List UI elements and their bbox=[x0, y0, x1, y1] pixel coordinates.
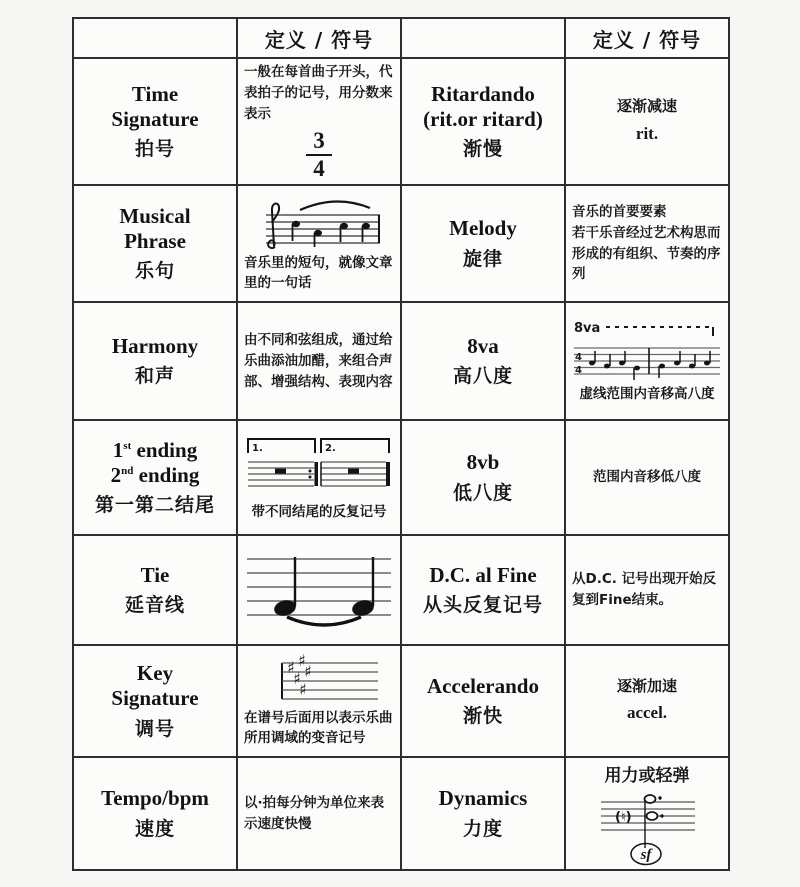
term-en-line: Harmony bbox=[111, 333, 199, 358]
term-cell-harmony bbox=[73, 302, 237, 420]
sharp-icon: ♯ bbox=[298, 653, 306, 670]
definition-text: 由不同和弦组成，通过给乐曲添油加醋，来组合声部、增强结构、表现内容 bbox=[244, 331, 393, 390]
term-zh: 拍号 bbox=[134, 138, 175, 161]
row-time-signature-ritardando bbox=[73, 58, 729, 185]
def-cell-endings bbox=[237, 420, 401, 535]
term-zh: 延音线 bbox=[124, 594, 185, 617]
time-signature-fraction bbox=[306, 129, 332, 181]
term-en-line: 1st ending bbox=[112, 437, 198, 462]
term-cell-key-signature bbox=[73, 645, 237, 757]
term-zh: 高八度 bbox=[452, 365, 513, 388]
term-en-line: Musical bbox=[119, 203, 191, 228]
def-cell-accelerando bbox=[565, 645, 729, 757]
fraction-numerator: 3 bbox=[306, 129, 332, 156]
row-endings-8vb bbox=[73, 420, 729, 535]
def-cell-time-signature bbox=[237, 58, 401, 185]
definition-text: 从D.C. 记号出现开始反复到Fine结束。 bbox=[572, 571, 717, 609]
term-en-line: Accelerando bbox=[427, 673, 539, 698]
term-cell-dc-al-fine bbox=[401, 535, 565, 645]
header-row bbox=[73, 18, 729, 58]
header-empty-left bbox=[73, 18, 237, 58]
def-cell-musical-phrase bbox=[237, 185, 401, 302]
fraction-denominator: 4 bbox=[313, 155, 325, 181]
sharp-icon: ♯ bbox=[293, 668, 301, 688]
music-terms-table bbox=[72, 17, 730, 871]
term-zh: 力度 bbox=[462, 817, 503, 840]
natural-sign-icon: (♮) bbox=[615, 810, 632, 826]
8va-label: 8va bbox=[574, 320, 601, 336]
meter-bottom: 4 bbox=[575, 364, 582, 376]
notation-caption: 音乐里的短句，就像文章里的一句话 bbox=[244, 255, 393, 292]
volta-endings-notation-image bbox=[244, 432, 394, 500]
definition-line: 逐渐加速 bbox=[616, 676, 677, 695]
definition-line: 音乐的首要要素 bbox=[572, 203, 667, 220]
dynamics-caption: 用力或轻弹 bbox=[604, 766, 690, 787]
term-zh: 渐慢 bbox=[462, 138, 503, 161]
term-cell-accelerando bbox=[401, 645, 565, 757]
notation-caption: 在谱号后面用以表示乐曲所用调域的变音记号 bbox=[244, 709, 393, 746]
term-cell-tie bbox=[73, 535, 237, 645]
def-cell-melody bbox=[565, 185, 729, 302]
term-en-line: 8va bbox=[467, 333, 499, 358]
def-cell-8va bbox=[565, 302, 729, 420]
def-cell-tie bbox=[237, 535, 401, 645]
def-cell-harmony bbox=[237, 302, 401, 420]
header-definition-right: 定义 / 符号 bbox=[565, 18, 729, 58]
def-cell-dynamics bbox=[565, 757, 729, 870]
term-en-line: (rit.or ritard) bbox=[423, 106, 543, 131]
definition-text: 范围内音移低八度 bbox=[593, 469, 701, 486]
term-zh: 渐快 bbox=[462, 705, 503, 728]
treble-clef-icon bbox=[268, 204, 279, 249]
term-en-line: 2nd ending bbox=[110, 462, 200, 487]
row-harmony-8va bbox=[73, 302, 729, 420]
phrase-slur-notation-image bbox=[252, 193, 386, 251]
term-en-line: Time bbox=[131, 81, 179, 106]
term-en-line: Dynamics bbox=[438, 786, 528, 811]
term-zh: 旋律 bbox=[462, 247, 503, 270]
definition-text: 以·拍每分钟为单位来表示速度快慢 bbox=[244, 794, 385, 832]
term-zh: 低八度 bbox=[452, 481, 513, 504]
term-cell-8vb bbox=[401, 420, 565, 535]
volta-1-label: 1. bbox=[252, 443, 263, 455]
term-en-line: Signature bbox=[111, 686, 199, 711]
term-en-line: Key bbox=[136, 661, 174, 686]
term-en-line: Tie bbox=[140, 562, 170, 587]
term-cell-melody bbox=[401, 185, 565, 302]
row-musical-phrase-melody bbox=[73, 185, 729, 302]
sforzando-label: sf bbox=[640, 847, 652, 864]
term-zh: 从头反复记号 bbox=[422, 594, 543, 617]
term-cell-tempo bbox=[73, 757, 237, 870]
term-cell-dynamics bbox=[401, 757, 565, 870]
meter-top: 4 bbox=[575, 351, 582, 363]
term-zh: 第一第二结尾 bbox=[94, 494, 215, 517]
header-definition-left: 定义 / 符号 bbox=[237, 18, 401, 58]
term-zh: 和声 bbox=[134, 365, 175, 388]
sharp-icon: ♯ bbox=[287, 657, 295, 677]
row-tempo-dynamics bbox=[73, 757, 729, 870]
term-en-line: Signature bbox=[111, 106, 199, 131]
definition-abbr: accel. bbox=[626, 703, 668, 723]
row-key-signature-accelerando bbox=[73, 645, 729, 757]
term-en-line: Tempo/bpm bbox=[101, 786, 209, 811]
definition-text: 一般在每首曲子开头，代表拍子的记号，用分数来表示 bbox=[244, 64, 393, 122]
term-en-line: Melody bbox=[449, 216, 517, 241]
term-cell-ritardando bbox=[401, 58, 565, 185]
term-en-line: D.C. al Fine bbox=[429, 562, 537, 587]
term-cell-endings bbox=[73, 420, 237, 535]
definition-text: 若干乐音经过艺术构思而形成的有组织、节奏的序列 bbox=[572, 224, 721, 283]
sharp-icon: ♯ bbox=[304, 661, 312, 681]
tie-notation-image bbox=[247, 549, 391, 631]
def-cell-tempo bbox=[237, 757, 401, 870]
sforzando-notation-image bbox=[587, 788, 707, 866]
key-signature-notation-image bbox=[254, 654, 384, 706]
definition-abbr: rit. bbox=[635, 123, 659, 143]
octave-up-notation-image bbox=[572, 318, 722, 382]
term-zh: 调号 bbox=[134, 717, 175, 740]
term-zh: 乐句 bbox=[134, 260, 175, 283]
header-empty-right bbox=[401, 18, 565, 58]
row-tie-dc-al-fine bbox=[73, 535, 729, 645]
term-cell-musical-phrase bbox=[73, 185, 237, 302]
def-cell-ritardando bbox=[565, 58, 729, 185]
def-cell-key-signature bbox=[237, 645, 401, 757]
term-cell-8va bbox=[401, 302, 565, 420]
def-cell-8vb bbox=[565, 420, 729, 535]
def-cell-dc-al-fine bbox=[565, 535, 729, 645]
definition-line: 逐渐减速 bbox=[616, 97, 677, 116]
term-en-line: 8vb bbox=[466, 450, 500, 475]
term-zh: 速度 bbox=[134, 817, 175, 840]
term-cell-time-signature bbox=[73, 58, 237, 185]
term-en-line: Phrase bbox=[124, 228, 186, 253]
term-en-line: Ritardando bbox=[431, 81, 535, 106]
volta-2-label: 2. bbox=[325, 443, 336, 455]
sharp-icon: ♯ bbox=[299, 679, 307, 699]
notation-caption: 虚线范围内音移高八度 bbox=[579, 385, 715, 402]
notation-caption: 带不同结尾的反复记号 bbox=[251, 504, 387, 521]
